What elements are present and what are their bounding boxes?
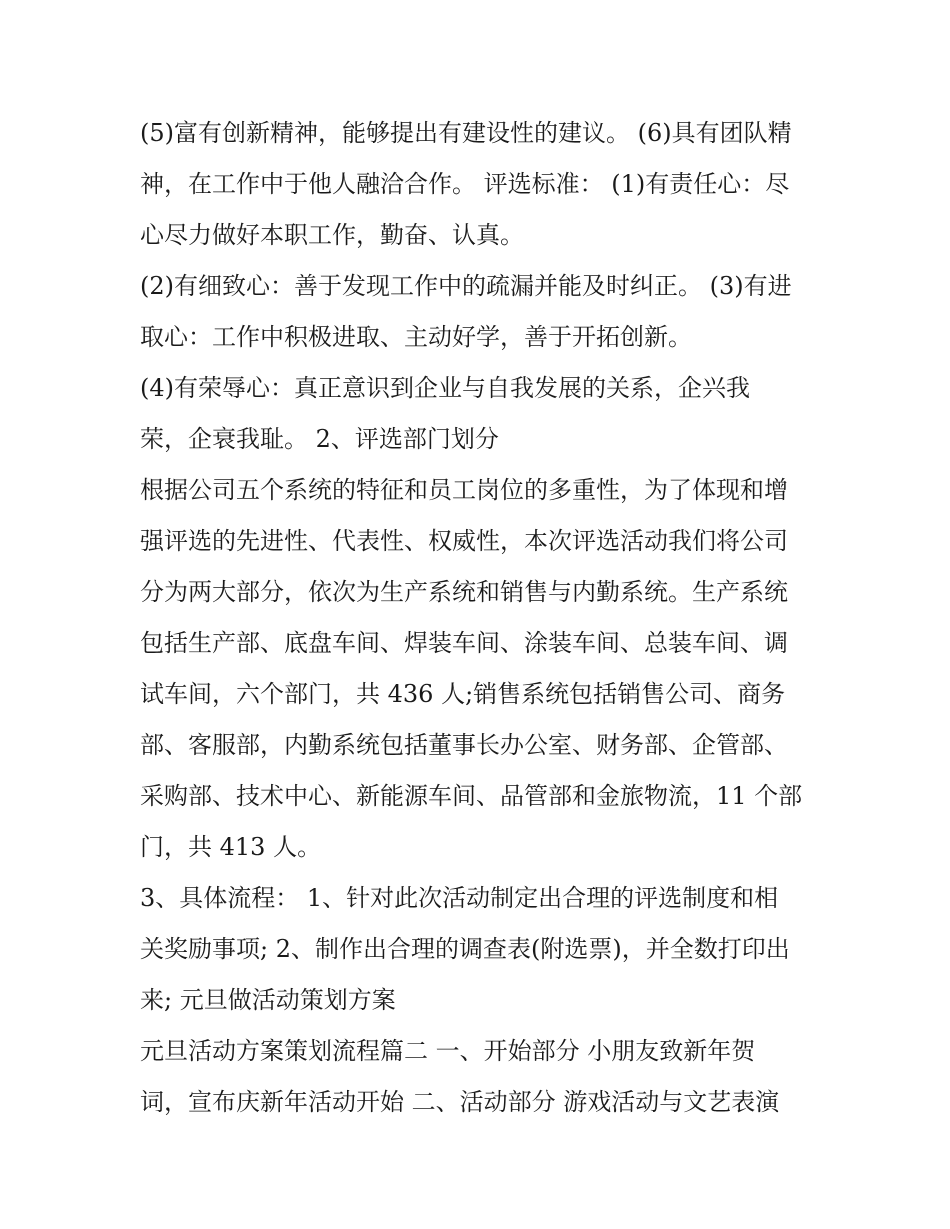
text-line: (2)有细致心：善于发现工作中的疏漏并能及时纠正。 (3)有进 <box>140 272 792 300</box>
text-line: 分为两大部分，依次为生产系统和销售与内勤系统。生产系统 <box>140 578 788 606</box>
text-line: 采购部、技术中心、新能源车间、品管部和金旅物流，11 个部 <box>140 782 803 810</box>
text-line: 元旦活动方案策划流程篇二 一、开始部分 小朋友致新年贺 <box>140 1037 756 1065</box>
text-line: 来; 元旦做活动策划方案 <box>140 986 396 1014</box>
text-line: (4)有荣辱心：真正意识到企业与自我发展的关系，企兴我 <box>140 374 750 402</box>
text-line: 词，宣布庆新年活动开始 二、活动部分 游戏活动与文艺表演 <box>140 1088 780 1116</box>
text-line: 取心：工作中积极进取、主动好学，善于开拓创新。 <box>140 323 692 351</box>
text-line: 神，在工作中于他人融洽合作。 评选标准： (1)有责任心：尽 <box>140 170 790 198</box>
text-line: 3、具体流程： 1、针对此次活动制定出合理的评选制度和相 <box>140 884 779 912</box>
text-line: 部、客服部，内勤系统包括董事长办公室、财务部、企管部、 <box>140 731 788 759</box>
text-line: 荣，企衰我耻。 2、评选部门划分 <box>140 425 499 453</box>
text-line: 根据公司五个系统的特征和员工岗位的多重性，为了体现和增 <box>140 476 788 504</box>
text-line: 关奖励事项; 2、制作出合理的调查表(附选票)，并全数打印出 <box>140 935 790 963</box>
text-line: 心尽力做好本职工作，勤奋、认真。 <box>140 221 524 249</box>
document-body <box>140 108 820 1128</box>
text-line: (5)富有创新精神，能够提出有建设性的建议。 (6)具有团队精 <box>140 119 792 147</box>
text-line: 强评选的先进性、代表性、权威性，本次评选活动我们将公司 <box>140 527 788 555</box>
text-line: 包括生产部、底盘车间、焊装车间、涂装车间、总装车间、调 <box>140 629 788 657</box>
text-line: 门，共 413 人。 <box>140 833 322 861</box>
text-line: 试车间，六个部门，共 436 人;销售系统包括销售公司、商务 <box>140 680 786 708</box>
